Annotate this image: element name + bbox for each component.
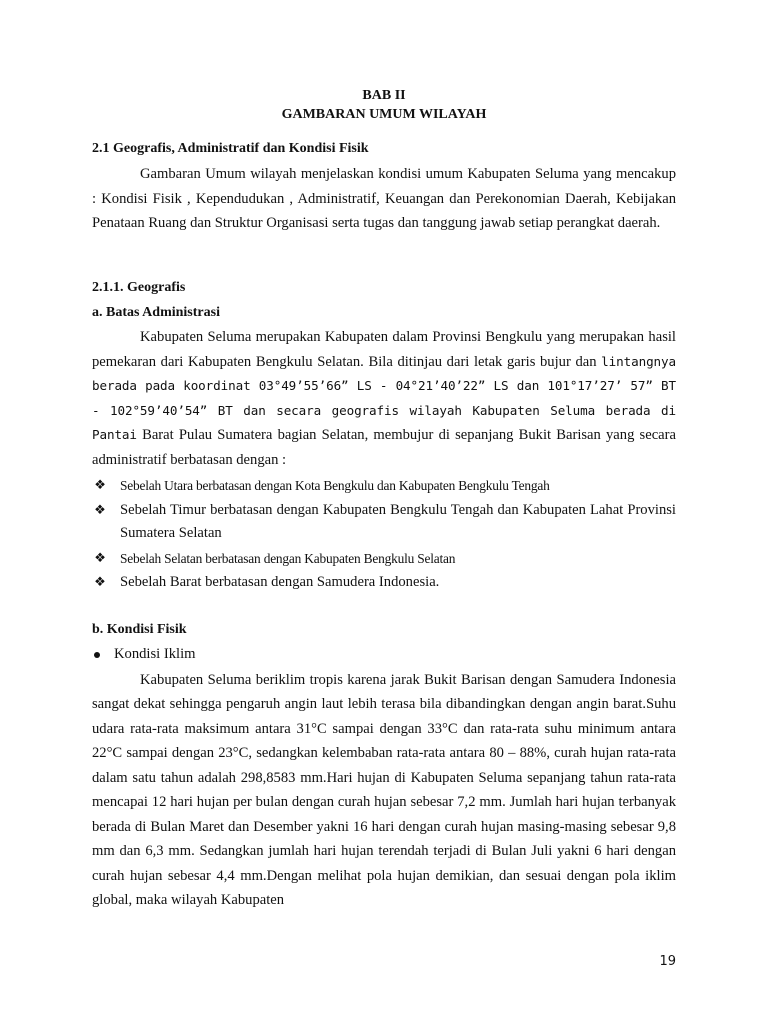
border-north: Sebelah Utara berbatasan dengan Kota Bengkulu dan Kabupaten Bengkulu Tengah [120,478,550,493]
batas-administrasi-paragraph [92,325,676,472]
list-item [92,499,676,546]
section-kondisi-fisik [92,620,676,913]
kondisi-fisik-title: b. Kondisi Fisik [92,622,187,637]
chapter-number: BAB II [362,88,406,103]
paragraph-text-start: Kabupaten Seluma merupakan Kabupaten dalam Provinsi Bengkulu yang merupakan hasil pemekaran dari Kabupaten Bengkulu Selatan. Bila ditinjau dari letak garis bujur dan [92,329,676,370]
chapter-heading [0,86,768,124]
batas-administrasi-title: a. Batas Administrasi [92,305,220,320]
round-bullet-icon [94,652,100,658]
section-2-1 [92,139,676,236]
diamond-bullet-icon: ❖ [94,550,106,566]
kondisi-iklim-label: Kondisi Iklim [114,646,196,662]
border-east: Sebelah Timur berbatasan dengan Kabupaten Bengkulu Tengah dan Kabupaten Lahat Provinsi Sumatera Selatan [120,501,676,541]
list-item [92,547,676,571]
section-2-1-1 [92,278,676,596]
list-item [92,643,676,667]
kondisi-list [92,643,676,667]
coordinates-text: lintangnya berada pada koordinat 03°49’55’66” LS - 04°21’40’22” LS dan 101°17’27’ 57” BT - 102°59’40’54” BT dan secara geografis wilayah Kabupaten Seluma berada di Pantai [92,353,676,442]
kondisi-iklim-paragraph: Kabupaten Seluma beriklim tropis karena jarak Bukit Barisan dengan Samudera Indonesia sangat dekat sehingga pengaruh angin laut lebih terasa bila dibandingkan dengan angin barat.Suhu udara rata-rata maksimum antara 31°C sampai dengan 33°C dan rata-rata suhu minimum antara 22°C sampai dengan 23°C, sedangkan kelembaban rata-rata antara 80 – 88%, curah hujan rata-rata dalam satu tahun adalah 298,8583 mm.Hari hujan di Kabupaten Seluma sepanjang tahun rata-rata mencapai 12 hari hujan per bulan dengan curah hujan sebesar 7,2 mm. Jumlah hari hujan terbanyak berada di Bulan Maret dan Desember yakni 16 hari dengan curah hujan masing-masing sebesar 9,8 mm dan 6,3 mm. Sedangkan jumlah hari hujan terendah terjadi di Bulan Juli yakni 6 hari dengan curah hujan sebesar 4,4 mm.Dengan melihat pola hujan demikian, dan sesuai dengan pola iklim global, maka wilayah Kabupaten [92,671,676,908]
list-item [92,571,676,595]
border-south: Sebelah Selatan berbatasan dengan Kabupaten Bengkulu Selatan [120,550,456,566]
chapter-title: GAMBARAN UMUM WILAYAH [281,107,487,122]
list-item [92,474,676,498]
diamond-bullet-icon: ❖ [94,478,106,493]
diamond-bullet-icon: ❖ [94,575,106,590]
paragraph-text-end: Barat Pulau Sumatera bagian Selatan, membujur di sepanjang Bukit Barisan yang secara administratif berbatasan dengan : [92,427,676,468]
border-west: Sebelah Barat berbatasan dengan Samudera Indonesia. [120,574,440,590]
diamond-bullet-icon: ❖ [94,502,106,518]
section-2-1-paragraph: Gambaran Umum wilayah menjelaskan kondisi umum Kabupaten Seluma yang mencakup : Kondisi Fisik , Kependudukan , Administratif, Keuangan dan Perekonomian Daerah, Kebijakan Penataan Ruang dan Struktur Organisasi serta tugas dan tanggung jawab setiap perangkat daerah. [92,166,676,231]
section-2-1-1-title: 2.1.1. Geografis [92,280,186,295]
section-2-1-title: 2.1 Geografis, Administratif dan Kondisi Fisik [92,141,369,156]
page-number: 19 [659,954,676,969]
border-list [92,474,676,595]
